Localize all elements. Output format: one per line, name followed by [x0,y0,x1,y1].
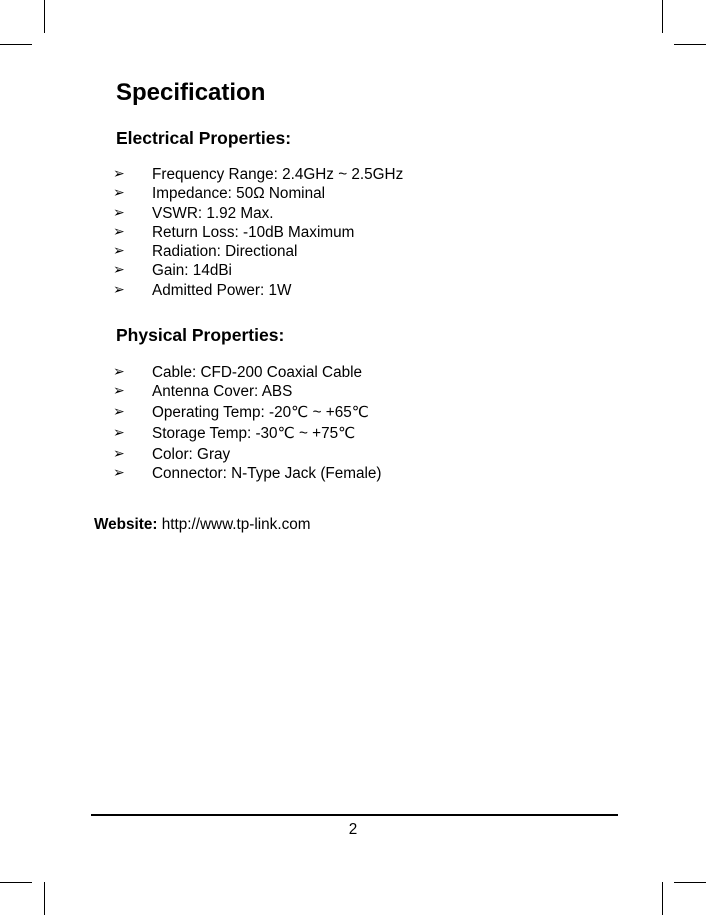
crop-mark-top-left [44,0,45,33]
arrowhead-bullet-icon: ➢ [113,281,125,298]
page-title: Specification [116,79,266,106]
electrical-properties-heading: Electrical Properties: [116,128,292,148]
footer-rule [91,814,618,816]
arrowhead-bullet-icon: ➢ [113,243,125,260]
arrowhead-bullet-icon: ➢ [113,364,125,380]
impedance: Impedance: 50Ω Nominal [152,185,325,203]
crop-mark-top-right-horizontal [674,44,706,45]
crop-mark-top-left-horizontal [0,44,32,45]
antenna-cover: Antenna Cover: ABS [152,383,293,401]
arrowhead-bullet-icon: ➢ [113,464,125,481]
website-label: Website: [94,516,158,533]
arrowhead-bullet-icon: ➢ [113,425,125,442]
admitted-power: Admitted Power: 1W [152,281,292,299]
arrowhead-bullet-icon: ➢ [113,383,125,400]
arrowhead-bullet-icon: ➢ [113,185,125,202]
operating-temp: Operating Temp: -20℃ ~ +65℃ [152,403,369,421]
crop-mark-bottom-right [662,882,663,915]
crop-mark-bottom-left-horizontal [0,882,32,883]
page-number: 2 [348,821,358,838]
arrowhead-bullet-icon: ➢ [113,223,125,240]
arrowhead-bullet-icon: ➢ [113,204,125,221]
physical-properties-heading: Physical Properties: [116,325,285,345]
website-line [94,515,310,535]
arrowhead-bullet-icon: ➢ [113,445,125,462]
frequency-range: Frequency Range: 2.4GHz ~ 2.5GHz [152,166,404,183]
vswr: VSWR: 1.92 Max. [152,204,274,222]
color: Color: Gray [152,445,231,463]
arrowhead-bullet-icon: ➢ [113,262,125,279]
return-loss: Return Loss: -10dB Maximum [152,223,355,241]
arrowhead-bullet-icon: ➢ [113,403,125,420]
website-url[interactable]: http://www.tp-link.com [161,516,311,533]
gain: Gain: 14dBi [152,262,232,280]
crop-mark-bottom-right-horizontal [674,882,706,883]
arrowhead-bullet-icon: ➢ [113,166,125,182]
cable: Cable: CFD-200 Coaxial Cable [152,364,363,381]
crop-mark-bottom-left [44,882,45,915]
radiation: Radiation: Directional [152,243,298,261]
crop-mark-top-right [662,0,663,33]
storage-temp: Storage Temp: -30℃ ~ +75℃ [152,425,356,443]
connector: Connector: N-Type Jack (Female) [152,464,382,482]
